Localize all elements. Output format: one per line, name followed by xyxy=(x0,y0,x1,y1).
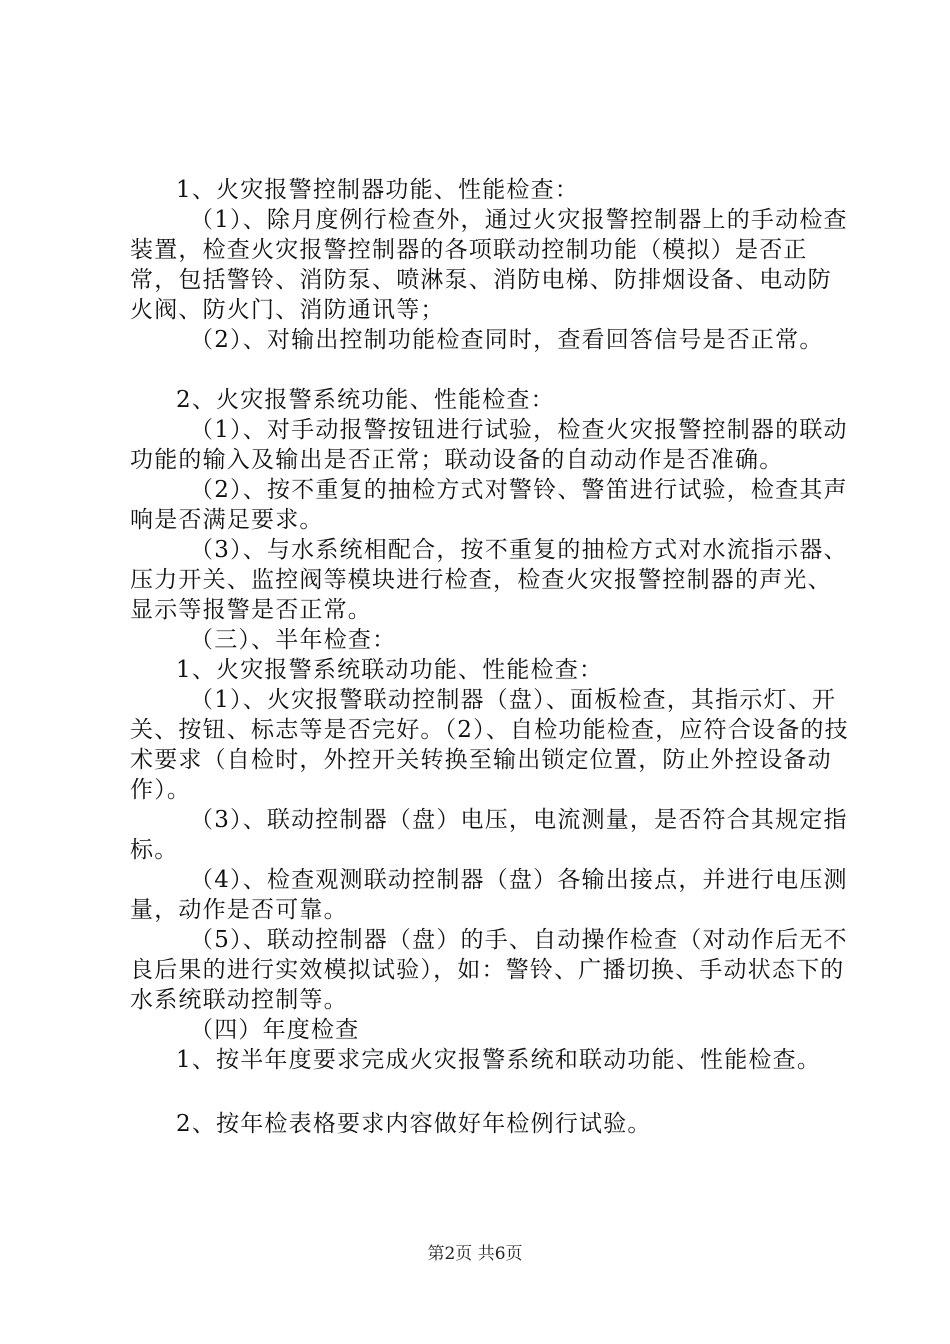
paragraph-output-control-check: （2）、对输出控制功能检查同时，查看回答信号是否正常。 xyxy=(190,327,824,353)
paragraph-manual-auto-operation-check: （5）、联动控制器（盘）的手、自动操作检查（对动作后无不良后果的进行实效模拟试验），如：警铃、广播切换、手动状态下的水系统联动控制等。 xyxy=(130,927,848,1013)
heading-annual-check: （四）年度检查 xyxy=(190,1017,360,1043)
document-body xyxy=(130,175,850,1139)
paragraph-annual-routine-test: 2、按年检表格要求内容做好年检例行试验。 xyxy=(176,1111,652,1137)
paragraph-bell-siren-test: （2）、按不重复的抽检方式对警铃、警笛进行试验，检查其声响是否满足要求。 xyxy=(130,477,848,533)
paragraph-voltage-current-measure: （3）、联动控制器（盘）电压，电流测量，是否符合其规定指标。 xyxy=(130,807,848,863)
paragraph-output-contact-check: （4）、检查观测联动控制器（盘）各输出接点，并进行电压测量，动作是否可靠。 xyxy=(130,867,848,923)
page-number-footer: 第2页 共6页 xyxy=(427,1244,523,1264)
heading-linkage-function-check: 1、火灾报警系统联动功能、性能检查： xyxy=(176,657,604,683)
paragraph-annual-complete-half-year: 1、按半年度要求完成火灾报警系统和联动功能、性能检查。 xyxy=(176,1047,822,1073)
heading-half-year-check: （三）、半年检查： xyxy=(190,627,397,653)
heading-alarm-controller-check: 1、火灾报警控制器功能、性能检查： xyxy=(176,177,580,203)
paragraph-controller-manual-check: （1）、除月度例行检查外，通过火灾报警控制器上的手动检查装置，检查火灾报警控制器的各项联动控制功能（模拟）是否正常，包括警铃、消防泵、喷淋泵、消防电梯、防排烟设备、电动防火阀、防火门、消防通讯等； xyxy=(130,207,848,323)
paragraph-water-system-test: （3）、与水系统相配合，按不重复的抽检方式对水流指示器、压力开关、监控阀等模块进行检查，检查火灾报警控制器的声光、显示等报警是否正常。 xyxy=(130,537,848,623)
paragraph-manual-button-test: （1）、对手动报警按钮进行试验，检查火灾报警控制器的联动功能的输入及输出是否正常；联动设备的自动动作是否准确。 xyxy=(130,417,848,473)
paragraph-panel-self-check: （1）、火灾报警联动控制器（盘）、面板检查，其指示灯、开关、按钮、标志等是否完好。（2）、自检功能检查，应符合设备的技术要求（自检时，外控开关转换至输出锁定位置，防止外控设备动作）。 xyxy=(130,687,849,803)
heading-alarm-system-check: 2、火灾报警系统功能、性能检查： xyxy=(176,387,555,413)
